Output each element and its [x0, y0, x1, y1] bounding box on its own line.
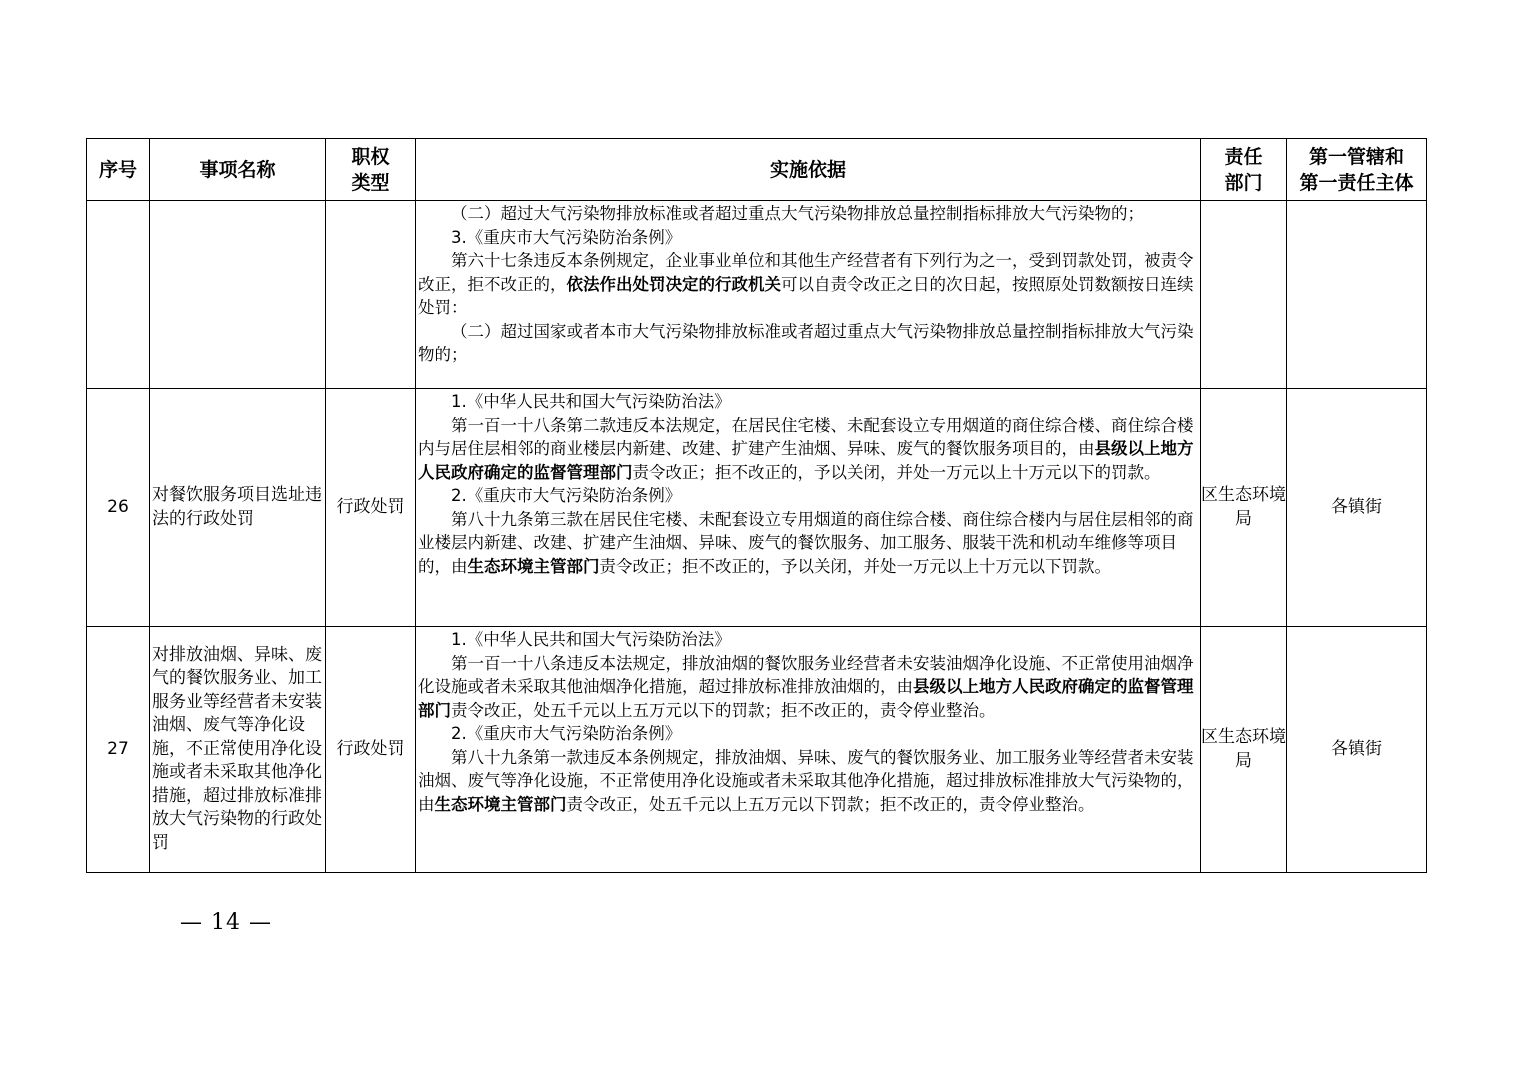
cont-subject-cell — [1287, 201, 1427, 389]
basis-bold-text: 依法作出处罚决定的行政机关 — [566, 274, 781, 294]
regulation-table — [86, 138, 1427, 873]
table-header-row — [87, 139, 1427, 201]
row-item-name: 对餐饮服务项目选址违法的行政处罚 — [150, 389, 326, 627]
table-row-26 — [87, 389, 1427, 627]
basis-paragraph — [418, 414, 1198, 485]
basis-text: 第一百一十八条第二款违反本法规定，在居民住宅楼、未配套设立专用烟道的商住综合楼、商住综合楼内与居住层相邻的商业楼层内新建、改建、扩建产生油烟、异味、废气的餐饮服务项目的，由 — [418, 415, 1194, 458]
basis-bold-text: 生态环境主管部门 — [467, 556, 600, 576]
row-basis-cell — [416, 389, 1201, 627]
basis-bold-text: 县级以上地方人民政府确定的监督管理部门 — [418, 439, 1194, 482]
header-type — [326, 139, 416, 201]
header-dept-line2: 部门 — [1224, 171, 1263, 194]
basis-paragraph: 1.《中华人民共和国大气污染防治法》 — [451, 630, 731, 649]
header-subject-line1: 第一管辖和 — [1308, 145, 1404, 168]
row-responsible-dept: 区生态环境局 — [1201, 627, 1287, 873]
cont-no-cell — [87, 201, 150, 389]
basis-text: 可以自责令改正之日的次日起，按照原处罚数额按日连续处罚： — [418, 274, 1194, 317]
row-basis-cell — [416, 627, 1201, 873]
header-no: 序号 — [87, 139, 150, 201]
basis-text: 责令改正；拒不改正的，予以关闭，并处一万元以上十万元以下罚款。 — [599, 556, 1111, 576]
basis-text: 责令改正，处五千元以上五万元以下罚款；拒不改正的，责令停业整治。 — [566, 794, 1095, 814]
header-dept-line1: 责任 — [1224, 145, 1263, 168]
basis-paragraph: 3.《重庆市大气污染防治条例》 — [451, 227, 682, 247]
basis-paragraph — [418, 249, 1198, 320]
row-authority-type: 行政处罚 — [326, 627, 416, 873]
table-row-27 — [87, 627, 1427, 873]
basis-text: 责令改正，处五千元以上五万元以下的罚款；拒不改正的，责令停业整治。 — [451, 700, 996, 720]
header-dept — [1201, 139, 1287, 201]
header-type-line1: 职权 — [351, 145, 390, 168]
header-subject-line2: 第一责任主体 — [1299, 171, 1414, 194]
cont-basis-cell — [416, 201, 1201, 389]
cont-name-cell — [150, 201, 326, 389]
row-item-name: 对排放油烟、异味、废气的餐饮服务业、加工服务业等经营者未安装油烟、废气等净化设施，不正常使用净化设施或者未采取其他净化措施，超过排放标准排放大气污染物的行政处罚 — [150, 627, 326, 873]
row-responsible-subject: 各镇街 — [1287, 627, 1427, 873]
page-number: — 14 — — [180, 910, 272, 935]
basis-text: 第一百一十八条违反本法规定，排放油烟的餐饮服务业经营者未安装油烟净化设施、不正常使用油烟净化设施或者未采取其他油烟净化措施，超过排放标准排放油烟的，由 — [418, 653, 1194, 696]
row-responsible-dept: 区生态环境局 — [1201, 389, 1287, 627]
basis-bold-text: 县级以上地方人民政府确定的监督管理部门 — [418, 677, 1194, 720]
table-row-continued — [87, 201, 1427, 389]
row-no: 26 — [87, 389, 150, 627]
basis-text: 责令改正；拒不改正的，予以关闭，并处一万元以上十万元以下的罚款。 — [632, 462, 1161, 482]
header-name: 事项名称 — [150, 139, 326, 201]
basis-text: 第八十九条第三款在居民住宅楼、未配套设立专用烟道的商住综合楼、商住综合楼内与居住层相邻的商业楼层内新建、改建、扩建产生油烟、异味、废气的餐饮服务、加工服务、服装干洗和机动车维修等项目的，由 — [418, 509, 1194, 576]
basis-paragraph: 1.《中华人民共和国大气污染防治法》 — [451, 392, 731, 411]
cont-dept-cell — [1201, 201, 1287, 389]
cont-type-cell — [326, 201, 416, 389]
basis-paragraph: 2.《重庆市大气污染防治条例》 — [451, 724, 682, 743]
basis-text: 第八十九条第一款违反本条例规定，排放油烟、异味、废气的餐饮服务业、加工服务业等经营者未安装油烟、废气等净化设施，不正常使用净化设施或者未采取其他净化措施，超过排放标准排放大气污染物的，由 — [418, 747, 1194, 814]
row-authority-type: 行政处罚 — [326, 389, 416, 627]
header-subject — [1287, 139, 1427, 201]
basis-paragraph — [418, 508, 1198, 579]
basis-paragraph — [418, 746, 1198, 817]
basis-paragraph: （二）超过国家或者本市大气污染物排放标准或者超过重点大气污染物排放总量控制指标排放大气污染物的； — [418, 321, 1194, 364]
row-responsible-subject: 各镇街 — [1287, 389, 1427, 627]
basis-bold-text: 生态环境主管部门 — [434, 794, 567, 814]
header-type-line2: 类型 — [351, 171, 390, 194]
basis-paragraph: 2.《重庆市大气污染防治条例》 — [451, 486, 682, 505]
header-basis: 实施依据 — [416, 139, 1201, 201]
basis-text: 第六十七条违反本条例规定，企业事业单位和其他生产经营者有下列行为之一，受到罚款处罚，被责令改正，拒不改正的， — [418, 251, 1194, 294]
basis-paragraph — [418, 652, 1198, 723]
basis-paragraph: （二）超过大气污染物排放标准或者超过重点大气污染物排放总量控制指标排放大气污染物的； — [451, 204, 1144, 223]
row-no: 27 — [87, 627, 150, 873]
